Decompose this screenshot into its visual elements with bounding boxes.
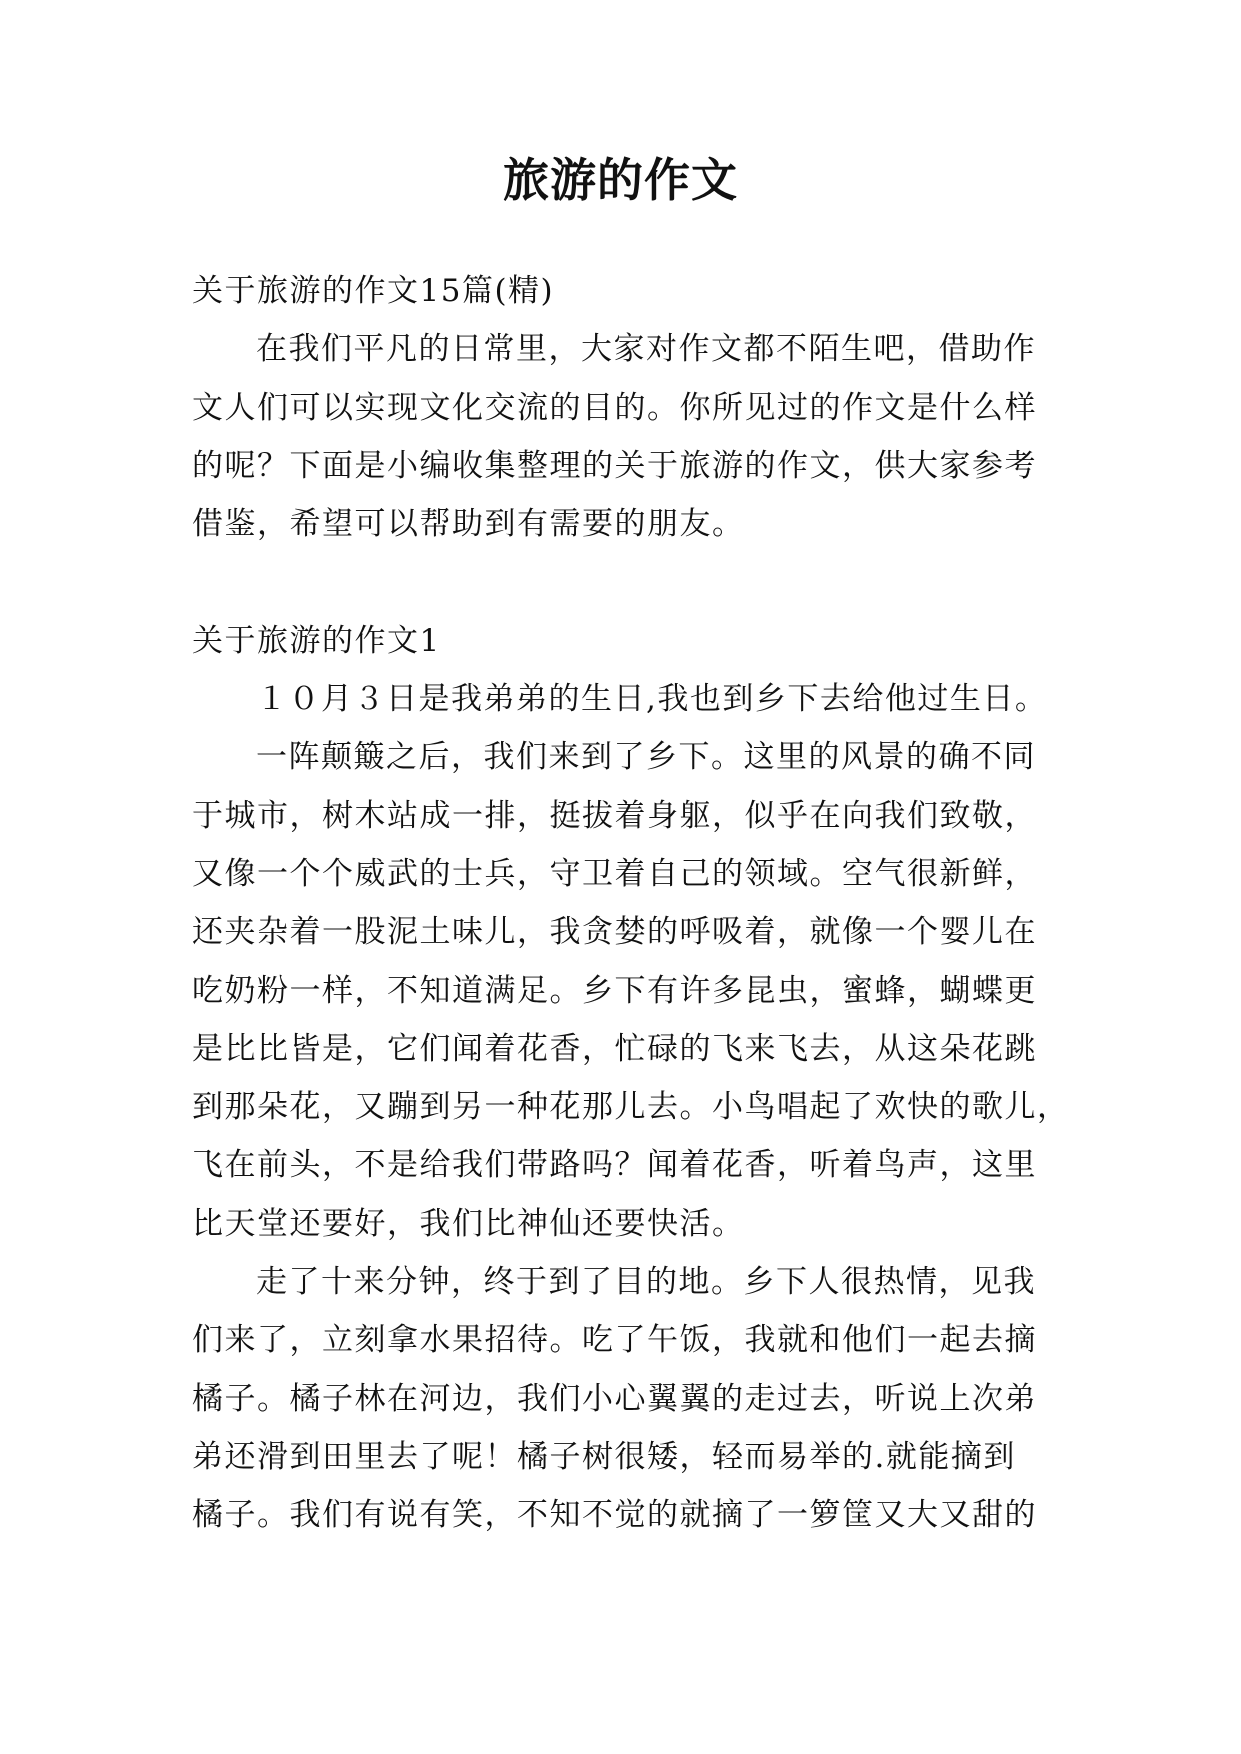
- document-title: 旅游的作文: [503, 153, 738, 207]
- intro-line: 在我们平凡的日常里，大家对作文都不陌生吧，借助作: [256, 331, 1036, 368]
- essay-line: 橘子。我们有说有笑，不知不觉的就摘了一箩筐又大又甜的: [192, 1497, 1037, 1534]
- essay-line: １０月３日是我弟弟的生日,我也到乡下去给他过生日。: [256, 681, 1048, 718]
- essay-line: 到那朵花，又蹦到另一种花那儿去。小鸟唱起了欢快的歌儿，: [192, 1089, 1070, 1126]
- intro-line: 文人们可以实现文化交流的目的。你所见过的作文是什么样: [192, 389, 1037, 426]
- essay-line: 于城市，树木站成一排，挺拔着身躯，似乎在向我们致敬，: [192, 797, 1037, 834]
- intro-paragraph: [192, 320, 1076, 553]
- essay-line: 一阵颠簸之后，我们来到了乡下。这里的风景的确不同: [256, 739, 1036, 776]
- essay-line: 又像一个个威武的士兵，守卫着自己的领域。空气很新鲜，: [192, 855, 1037, 892]
- essay-line: 弟还滑到田里去了呢！橘子树很矮，轻而易举的.就能摘到: [192, 1438, 1016, 1475]
- essay-line: 是比比皆是，它们闻着花香，忙碌的飞来飞去，从这朵花跳: [192, 1030, 1037, 1067]
- essay-line: 橘子。橘子林在河边，我们小心翼翼的走过去，听说上次弟: [192, 1380, 1037, 1417]
- essay-body: [192, 670, 1076, 1544]
- section-heading: 关于旅游的作文1: [192, 622, 441, 659]
- intro-line: 借鉴，希望可以帮助到有需要的朋友。: [192, 506, 745, 543]
- essay-line: 还夹杂着一股泥土味儿，我贪婪的呼吸着，就像一个婴儿在: [192, 914, 1037, 951]
- essay-line: 飞在前头，不是给我们带路吗？闻着花香，听着鸟声，这里: [192, 1147, 1037, 1184]
- essay-line: 比天堂还要好，我们比神仙还要快活。: [192, 1205, 745, 1242]
- essay-line: 走了十来分钟，终于到了目的地。乡下人很热情，见我: [256, 1264, 1036, 1301]
- section-spacing: [192, 553, 1076, 611]
- document-subtitle: 关于旅游的作文15篇(精): [192, 273, 555, 309]
- essay-line: 吃奶粉一样，不知道满足。乡下有许多昆虫，蜜蜂，蝴蝶更: [192, 972, 1037, 1009]
- essay-line: 们来了，立刻拿水果招待。吃了午饭，我就和他们一起去摘: [192, 1322, 1037, 1359]
- intro-line: 的呢？下面是小编收集整理的关于旅游的作文，供大家参考: [192, 447, 1037, 484]
- document-body: [192, 262, 1076, 1545]
